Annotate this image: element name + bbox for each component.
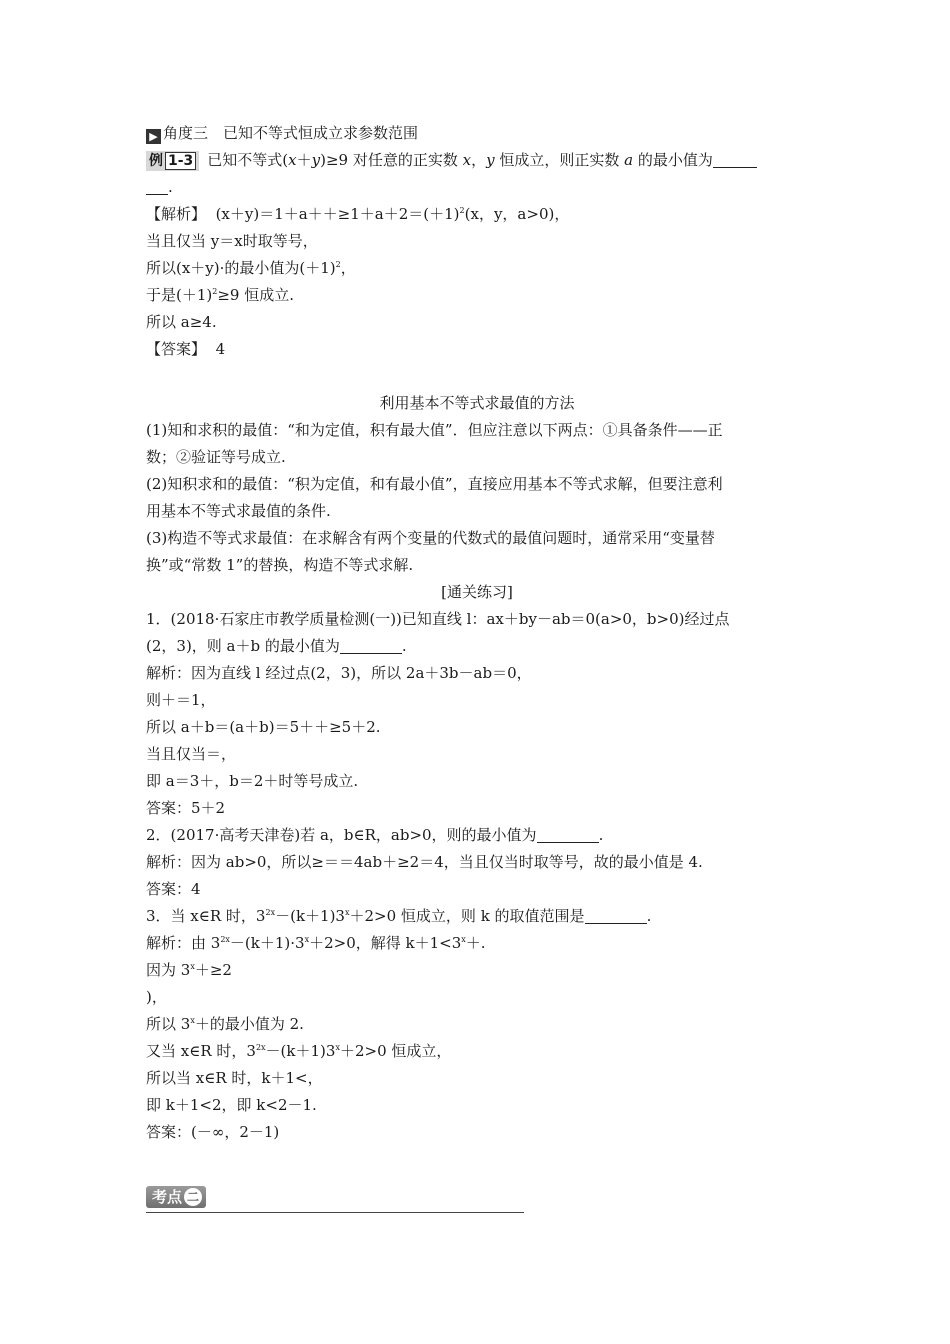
q1-blank (340, 638, 402, 654)
solution-line-3: 所以(x＋y)·的最小值为$(+1)^2$， (146, 259, 356, 277)
practice-s2a: 解析：因为 ab>0，所以≥＝＝4ab＋≥2＝4，当且仅当时取等号，故的最小值是 4. (146, 853, 703, 871)
practice-s1c: 所以 a＋b＝(a＋b)＝5＋＋≥5＋2. (146, 718, 381, 736)
answer-blank (713, 152, 757, 168)
practice-s1e: 即 a＝3＋，b＝2＋时等号成立. (146, 772, 359, 790)
method-title: 利用基本不等式求最值的方法 (379, 394, 575, 412)
spacer (146, 363, 808, 390)
practice-s3e: 又当 x∈R 时，$3^{2x}-(k+1)3^x+2>0$ 恒成立， (146, 1042, 452, 1060)
practice-s3h: 答案：(－∞，2－1) (146, 1123, 280, 1141)
practice-s1b: 则＋＝1， (146, 691, 216, 709)
method-p3b: 换”或“常数 1”的替换，构造不等式求解. (146, 556, 414, 574)
q2-blank (537, 827, 599, 843)
method-p1a: (1)知和求积的最值：“和为定值，积有最大值”．但应注意以下两点：①具备条件——正 (146, 421, 723, 439)
solution-line-4: 于是$(+1)^2\ge 9$ 恒成立. (146, 286, 294, 304)
practice-s3a: 解析：由 $3^{2x}-(k+1)\cdot 3^x+2>0$，解得 $k+1<3^x+$. (146, 934, 486, 952)
solution-line-1: 【解析】 $(x+y)=1+a++\ge 1+a+2=(+1)^2(x$，y，a>0)， (146, 205, 570, 223)
solution-line-5: 所以 a≥4. (146, 313, 217, 331)
section-divider (146, 1212, 524, 1213)
method-p2b: 用基本不等式求最值的条件. (146, 502, 331, 520)
method-p2a: (2)知积求和的最值：“积为定值，和有最小值”，直接应用基本不等式求解，但要注意利 (146, 475, 723, 493)
section-header (146, 1186, 524, 1214)
triangle-marker-icon: ▶ (146, 129, 161, 144)
practice-q1a: 1．(2018·石家庄市教学质量检测(一))已知直线 l：ax＋by－ab＝0(a>0，b>0)经过点 (146, 610, 730, 628)
example-question: 例 1-3 已知不等式(x＋y)≥9 对任意的正实数 x，y 恒成立，则正实数 a 的最小值为 (146, 147, 808, 174)
answer-value: 4 (215, 340, 226, 358)
section-label: 考点 (152, 1188, 183, 1206)
practice-s3g: 即 k＋1<2，即 k<2－1. (146, 1096, 317, 1114)
example-question-cont: . (146, 174, 808, 201)
section-number-circle: 二 (184, 1188, 202, 1206)
practice-q3: 3．当 x∈R 时，$3^{2x}-(k+1)3^x+2>0$ 恒成立，则 k 的取值范围是 . (146, 907, 652, 925)
practice-title: [通关练习] (441, 583, 513, 601)
practice-q1b: (2，3)，则 a＋b 的最小值为 . (146, 637, 407, 655)
answer-blank-cont (146, 179, 168, 195)
practice-s1f: 答案：5＋2 (146, 799, 226, 817)
answer-line (146, 336, 808, 363)
practice-s1d: 当且仅当＝， (146, 745, 237, 763)
document-page (146, 120, 808, 1146)
method-p1b: 数；②验证等号成立. (146, 448, 286, 466)
example-number: 1-3 (165, 152, 196, 170)
solution-line-2: 当且仅当 y＝x时取等号， (146, 232, 318, 250)
practice-s2b: 答案：4 (146, 880, 201, 898)
example-badge: 例 1-3 (146, 151, 199, 171)
practice-s3c: )， (146, 988, 167, 1006)
practice-q2: 2．(2017·高考天津卷)若 a，b∈R，ab>0，则的最小值为 . (146, 826, 604, 844)
answer-label: 【答案】 (146, 340, 207, 358)
angle-title: 角度三 已知不等式恒成立求参数范围 (163, 124, 419, 142)
practice-s1a: 解析：因为直线 l 经过点(2，3)，所以 2a＋3b－ab＝0， (146, 664, 532, 682)
q3-blank (585, 908, 647, 924)
solution-label: 【解析】 (146, 205, 207, 223)
angle-heading (146, 120, 808, 147)
practice-s3f: 所以当 x∈R 时，k＋1<， (146, 1069, 323, 1087)
practice-s3d: 所以 $3^x+$的最小值为 2. (146, 1015, 304, 1033)
practice-s3b: 因为 $3^x+\ge 2$ (146, 961, 232, 979)
method-p3a: (3)构造不等式求最值：在求解含有两个变量的代数式的最值问题时，通常采用“变量替 (146, 529, 715, 547)
section-badge (146, 1186, 206, 1208)
